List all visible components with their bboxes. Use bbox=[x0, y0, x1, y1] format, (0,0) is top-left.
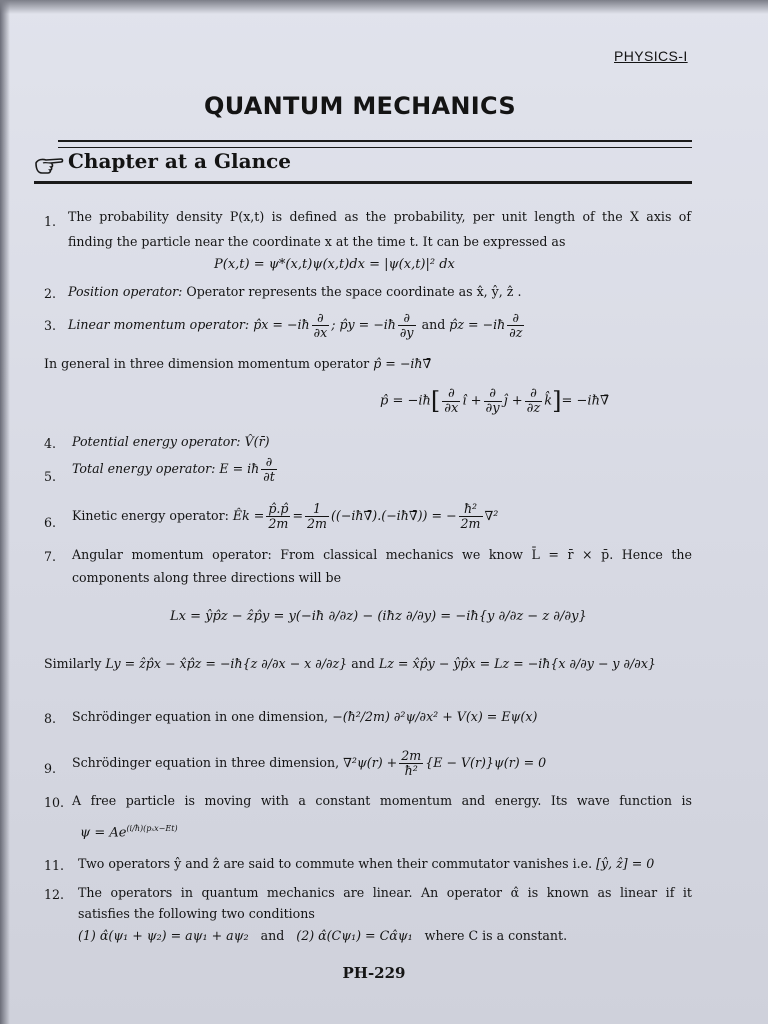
commutator-equation: [ŷ, ẑ] = 0 bbox=[596, 856, 655, 871]
partial-z: $\frac{\partial}{\partial z}$ bbox=[509, 310, 523, 340]
item-number: 8. bbox=[44, 711, 57, 726]
general-momentum bbox=[44, 355, 431, 373]
ly-equation: Ly = ẑp̂x − x̂p̂z = −iħ{z ∂/∂x − x ∂/∂z} bbox=[105, 656, 348, 671]
condition-2: (2) α̂(Cψ₁) = Cα̂ψ₁ bbox=[296, 928, 413, 943]
schrodinger-1d: −(ħ²/2m) ∂²ψ/∂x² + V(x) = Eψ(x) bbox=[332, 709, 538, 724]
item-number: 12. bbox=[44, 887, 65, 902]
item-number: 9. bbox=[44, 761, 57, 776]
potential-operator: V̂(r̄) bbox=[244, 434, 270, 449]
lz-equation: Lz = x̂p̂y − ŷp̂x = Lz = −iħ{x ∂/∂y − y ∂/∂x} bbox=[378, 656, 656, 671]
energy-operator: E = iħ bbox=[219, 461, 260, 476]
py-operator: ; p̂y = −iħ bbox=[331, 317, 396, 332]
linearity-conditions bbox=[78, 927, 567, 945]
item-label: Position operator: bbox=[68, 284, 183, 299]
item-number: 11. bbox=[44, 858, 65, 873]
wave-function: $\psi = Ae^{(i/ħ)(p_xx-Et)}$ bbox=[80, 824, 178, 841]
where-text: where C is a constant. bbox=[424, 928, 568, 943]
item-1-line-1: The probability density P(x,t) is defined as the probability, per unit length of the X axis of bbox=[68, 209, 691, 224]
item-number: 3. bbox=[44, 318, 57, 333]
item-7-line-1: Angular momentum operator: From classical mechanics we know L̄ = r̄ × p̄. Hence the bbox=[72, 547, 692, 562]
page-number: PH-229 bbox=[342, 964, 406, 982]
item-8 bbox=[72, 708, 537, 726]
chapter-title: Chapter at a Glance bbox=[68, 149, 292, 173]
item-12-line-1: The operators in quantum mechanics are linear. An operator α̂ is known as linear if it bbox=[78, 885, 692, 900]
title-rule bbox=[58, 140, 692, 148]
partial-y: $\frac{\partial}{\partial y}$ bbox=[399, 310, 414, 340]
item-text: Operator represents the space coordinate as x̂, ŷ, ẑ . bbox=[186, 284, 522, 299]
pointing-hand-icon bbox=[34, 151, 64, 175]
item-number: 5. bbox=[44, 469, 57, 484]
item-10-text: A free particle is moving with a constant momentum and energy. Its wave function is bbox=[72, 793, 692, 808]
similarly-text: Similarly bbox=[44, 656, 102, 671]
item-label: Linear momentum operator: bbox=[68, 317, 250, 332]
item-12-line-2: satisfies the following two conditions bbox=[78, 906, 315, 921]
ly-lz-line bbox=[44, 655, 656, 673]
item-number: 7. bbox=[44, 549, 57, 564]
momentum-vector-equation: p̂ = −iħ[ $\frac{\partial}{\partial x}$ î + $\frac{\partial}{\partial y}$ ĵ + $\frac{\partial}{\partial z}$ k̂]= −iħ∇̄ bbox=[380, 385, 610, 416]
page-top-shadow bbox=[0, 0, 768, 14]
partial-t: $\frac{\partial}{\partial t}$ bbox=[263, 454, 275, 484]
item-number: 6. bbox=[44, 515, 57, 530]
and-text: and bbox=[421, 317, 446, 332]
general-equation: p̂ = −iħ∇̄ bbox=[373, 356, 432, 371]
chapter-rule bbox=[34, 181, 692, 188]
item-text: Schrödinger equation in three dimension, bbox=[72, 755, 340, 770]
item-7-line-2: components along three directions will be bbox=[72, 570, 342, 585]
running-header: PHYSICS-I bbox=[614, 48, 688, 64]
item-text: Two operators ŷ and ẑ are said to commute when their commutator vanishes i.e. bbox=[78, 856, 593, 871]
lx-equation: Lx = ŷp̂z − ẑp̂y = y(−iħ ∂/∂z) − (iħz ∂/∂y) = −iħ{y ∂/∂z − z ∂/∂y} bbox=[170, 609, 587, 624]
item-text: Kinetic energy operator: bbox=[72, 508, 229, 523]
item-11 bbox=[78, 855, 654, 873]
item-2 bbox=[68, 283, 521, 301]
item-9: Schrödinger equation in three dimension, ∇²ψ(r) + $\frac{2m}{\text{ħ²}}$ {E − V(r)}ψ(r) = 0 bbox=[72, 748, 547, 778]
item-label: Potential energy operator: bbox=[72, 434, 241, 449]
page-title: QUANTUM MECHANICS bbox=[204, 92, 516, 120]
general-text: In general in three dimension momentum operator bbox=[44, 356, 370, 371]
page-edge-shadow bbox=[0, 0, 10, 1024]
probability-equation: P(x,t) = ψ*(x,t)ψ(x,t)dx = |ψ(x,t)|² dx bbox=[214, 257, 455, 272]
wave-exponent: (i/ħ)(pₓx−Et) bbox=[126, 824, 178, 833]
item-number: 4. bbox=[44, 436, 57, 451]
px-operator: p̂x = −iħ bbox=[253, 317, 310, 332]
item-1-line-2: finding the particle near the coordinate x at the time t. It can be expressed as bbox=[68, 234, 566, 249]
item-5 bbox=[72, 454, 279, 484]
condition-1: (1) α̂(ψ₁ + ψ₂) = aψ₁ + aψ₂ bbox=[78, 928, 249, 943]
pz-operator: p̂z = −iħ bbox=[449, 317, 506, 332]
item-number: 2. bbox=[44, 286, 57, 301]
item-number: 10. bbox=[44, 795, 65, 810]
item-text: Schrödinger equation in one dimension, bbox=[72, 709, 329, 724]
item-6: Kinetic energy operator: Êk = $\frac{p̂.p̂}{2m}$ = $\frac{1}{2m}$ ((−iħ∇̄).(−iħ∇̄)) = − $\frac{\text{ħ²}}{2m}$ ∇² bbox=[72, 501, 499, 531]
item-number: 1. bbox=[44, 214, 57, 229]
and-text: and bbox=[260, 928, 285, 943]
item-4 bbox=[72, 433, 270, 451]
item-3 bbox=[68, 310, 526, 340]
and-text: and bbox=[351, 656, 375, 671]
partial-x: $\frac{\partial}{\partial x}$ bbox=[313, 310, 328, 340]
item-label: Total energy operator: bbox=[72, 461, 216, 476]
